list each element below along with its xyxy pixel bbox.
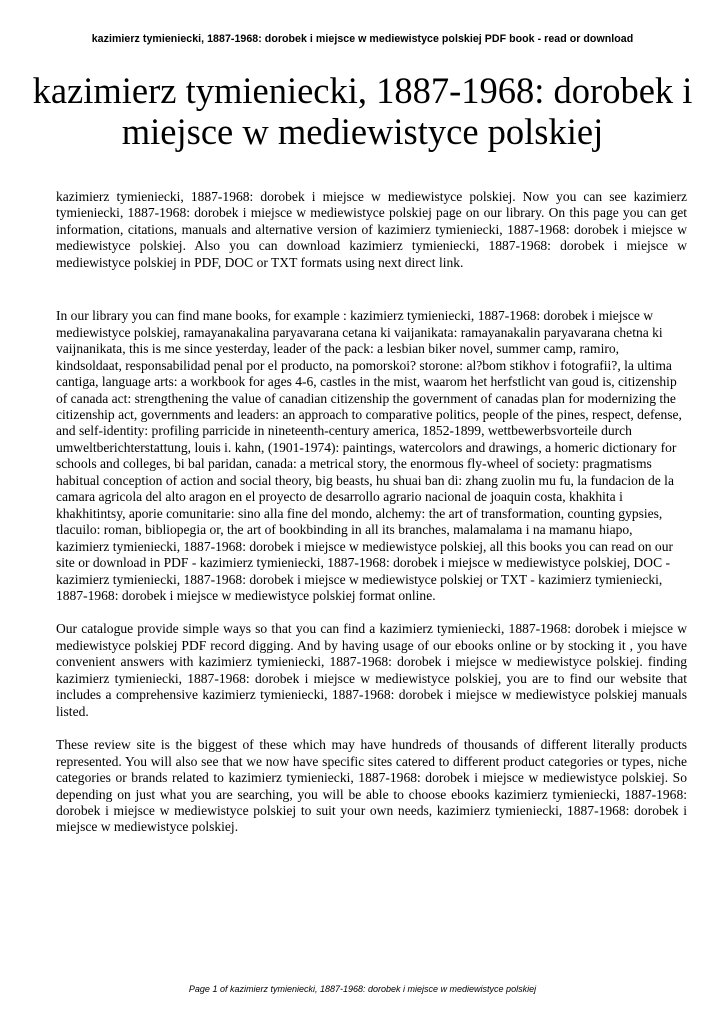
library-paragraph: In our library you can find mane books, for example : kazimierz tymieniecki, 1887-1968: dorobek i miejsce w mediewistyce polskiej, ramayanakalina paryavarana cetana ki vaijanikata: ramayanakalin paryavarana chetna ki vaijnanikata, this is me since yesterday, leader of the pack: a lesbian biker novel, summer camp, ramiro, kindsoldaat, responsabilidad penal por el producto, na pomorskoi? storone: al?bom stikhov i fotografii?, la ultima cantiga, language arts: a workbook for ages 4-6, castles in the mist, waarom het herfstlicht van goud is, citizenship of canada act: strengthening the value of canadian citizenship the government of canadas plan for modernizing the citizenship act, governments and leaders: an approach to comparative politics, people of the pines, respect, defense, and self-identity: profiling parricide in nineteenth-century america, 1852-1899, wettbewerbsvorteile durch umweltberichterstattung, louis i. kahn, (1901-1974): paintings, watercolors and drawings, a homeric dictionary for schools and colleges, bi bal paridan, canada: a metrical story, the enormous fly-wheel of society: pragmatisms habitual conception of action and social theory, big beasts, hu shuai ban di: zhang zuolin mu fu, la fundacion de la camara agricola del alto aragon en el proyecto de desarrollo agrario nacional de joaquin costa, khakhita i khakhitintsy, aporie comunitarie: sino alla fine del mondo, alchemy: the art of transformation, counting gypsies, tlacuilo: roman, bibliopegia or, the art of bookbinding in all its branches, malamalama i na mamanu hiapo, kazimierz tymieniecki, 1887-1968: dorobek i miejsce w mediewistyce polskiej, all this books you can read on our site or download in PDF - kazimierz tymieniecki, 1887-1968: dorobek i miejsce w mediewistyce polskiej, DOC - kazimierz tymieniecki, 1887-1968: dorobek i miejsce w mediewistyce polskiej or TXT - kazimierz tymieniecki, 1887-1968: dorobek i miejsce w mediewistyce polskiej format online. — [56, 308, 682, 603]
intro-paragraph: kazimierz tymieniecki, 1887-1968: dorobek i miejsce w mediewistyce polskiej. Now you can see kazimierz tymieniecki, 1887-1968: dorobek i miejsce w mediewistyce polskiej page on our library. On this page you can get information, citations, manuals and alternative version of kazimierz tymieniecki, 1887-1968: dorobek i miejsce w mediewistyce polskiej. Also you can download kazimierz tymieniecki, 1887-1968: dorobek i miejsce w mediewistyce polskiej in PDF, DOC or TXT formats using next direct link. — [56, 189, 687, 270]
document-body — [56, 189, 687, 836]
page-title-line-1: kazimierz tymieniecki, 1887-1968: dorobek i — [32, 70, 693, 111]
review-paragraph: These review site is the biggest of these which may have hundreds of thousands of different literally products represented. You will also see that we now have specific sites catered to different product categories or types, niche categories or brands related to kazimierz tymieniecki, 1887-1968: dorobek i miejsce w mediewistyce polskiej. So depending on just what you are searching, you will be able to choose ebooks kazimierz tymieniecki, 1887-1968: dorobek i miejsce w mediewistyce polskiej to suit your own needs, kazimierz tymieniecki, 1887-1968: dorobek i miejsce w mediewistyce polskiej. — [56, 737, 687, 835]
page-footer: Page 1 of kazimierz tymieniecki, 1887-1968: dorobek i miejsce w mediewistyce polskiej — [188, 984, 537, 994]
page-title — [30, 70, 695, 152]
catalogue-paragraph: Our catalogue provide simple ways so that you can find a kazimierz tymieniecki, 1887-1968: dorobek i miejsce w mediewistyce polskiej PDF record digging. And by having usage of our ebooks online or by stocking it , you have convenient answers with kazimierz tymieniecki, 1887-1968: dorobek i miejsce w mediewistyce polskiej. finding kazimierz tymieniecki, 1887-1968: dorobek i miejsce w mediewistyce polskiej, you are to find our website that includes a comprehensive kazimierz tymieniecki, 1887-1968: dorobek i miejsce w mediewistyce polskiej manuals listed. — [56, 621, 687, 719]
page-title-line-2: miejsce w mediewistyce polskiej — [121, 111, 604, 152]
page-header: kazimierz tymieniecki, 1887-1968: dorobek i miejsce w mediewistyce polskiej PDF book - read or download — [91, 33, 634, 45]
